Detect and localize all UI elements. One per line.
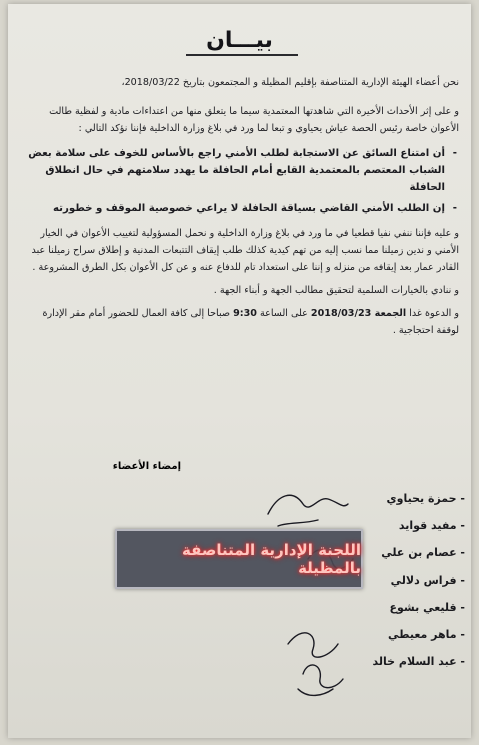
members-list [373,492,465,682]
signature-stroke [298,689,333,695]
signature-stroke [278,520,318,526]
bullet-list [24,145,459,217]
committee-stamp [115,529,363,589]
paragraph-denial: و عليه فإننا ننفي نفيا قطعيا في ما ورد في بلاغ وزارة الداخلية و نحمل المسؤولية لتغييب الأعوان في الخيار الأمني و ندين زميلنا مما نسب إليه من تهم كيدية كذلك طلب إيقاف التتبعات المدنية و إطلاق سراح زميلنا عبد القادر عمار بعد إيقافه من منزله و إننا على استعداد تام للدفاع عنه و عن كل الأعوان بكل الطرق المشروعة . [31,228,459,273]
title-underline [186,54,298,56]
stamp-text: اللجنة الإدارية المتناصفة بالمظيلة [182,541,361,577]
paragraph-peaceful: و ننادي بالخيارات السلمية لتحقيق مطالب الجهة و أبناء الجهة . [213,285,459,296]
member-name: - حمزة يحياوي [386,492,465,505]
signature-stroke [288,633,338,657]
call-time: 9:30 [233,308,257,319]
bullet-item: - أن امتناع السائق عن الاستجابة لطلب الأمني راجع بالأساس للخوف على سلامة بعض الشباب المعتصم بالمعتمدية القابع أمام الحافلة ما يهدد سلامتهم في حال انطلاق الحافلة [24,145,445,196]
signature-stroke [303,665,343,688]
member-name: - عبد السلام خالد [372,655,465,669]
document-body [24,74,459,345]
signature-stroke [268,495,348,514]
call-date: الجمعة 2018/03/23 [310,308,407,319]
member-name: - عصام بن علي [381,546,465,560]
intro-line: نحن أعضاء الهيئة الإدارية المتناصفة بإقليم المظيلة و المجتمعون بتاريخ 2018/03/22، [121,77,459,88]
member-name: - مفيد قوايد [398,519,465,533]
paragraph-call: و الدعوة غدا الجمعة 2018/03/23 على الساعة 9:30 صباحا إلى كافة العمال للحضور أمام مقر الإدارة لوقفة احتجاجية . [42,308,459,336]
paragraph-events: و على إثر الأحداث الأخيرة التي شاهدتها المعتمدية سيما ما يتعلق منها من اعتداءات مادية و لفظية طالت الأعوان خاصة رئيس الحصة عياش يحياوي و تبعا لما ورد في بلاغ وزارة الداخلية فإننا نؤكد التالي : [49,106,459,134]
member-name: - قليعي بشوع [389,600,465,614]
bullet-dot: - [452,203,457,214]
handwritten-signatures [248,474,368,704]
member-name: - ماهر معيطي [388,627,465,641]
document-page [8,4,471,738]
signatures-label: إمضاء الأعضاء [112,461,181,472]
bullet-item: - إن الطلب الأمني القاضي بسياقة الحافلة لا يراعي خصوصية الموقف و خطورته [24,200,445,217]
document-title: بيـــان [206,28,273,53]
member-name: - فراس دلالي [390,573,465,587]
bullet-dot: - [452,148,457,159]
